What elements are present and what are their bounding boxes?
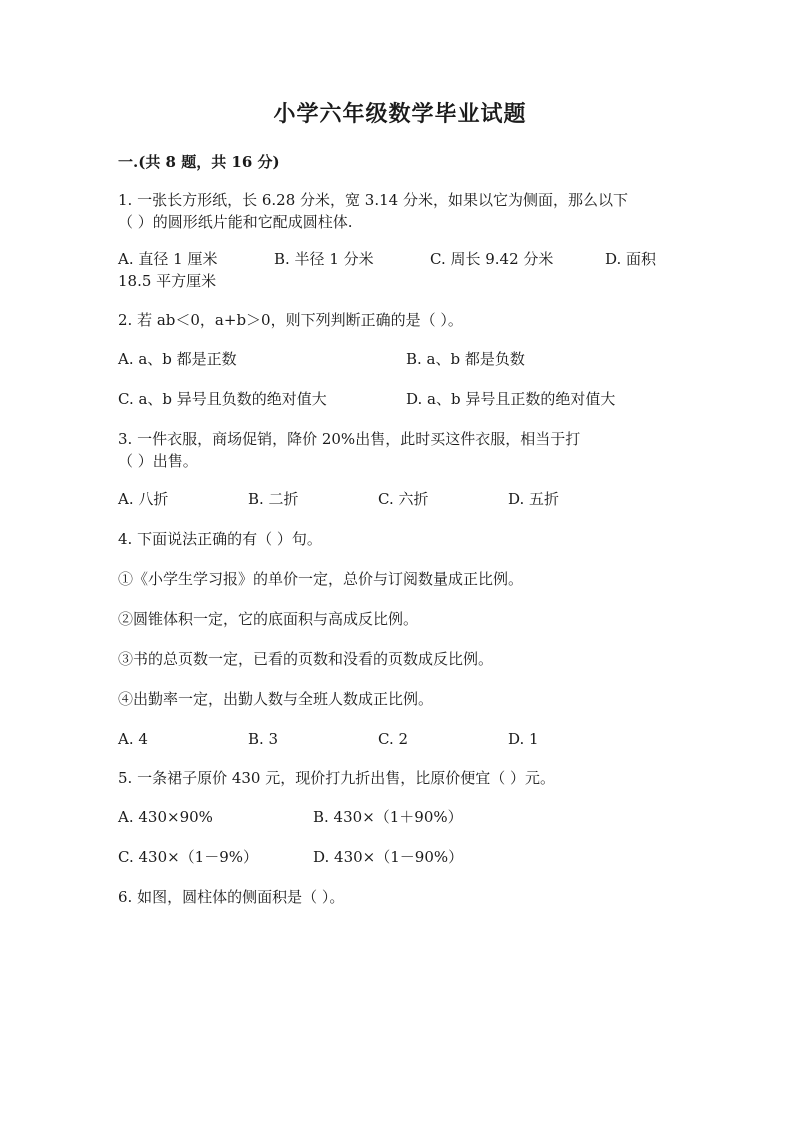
q1-option-a: A. 直径 1 厘米: [118, 250, 218, 268]
q2-stem: 2. 若 ab＜0，a+b＞0，则下列判断正确的是（ ）。: [118, 311, 463, 329]
q5-option-d: D. 430×（1－90%）: [313, 848, 464, 866]
q3-option-b: B. 二折: [248, 490, 299, 508]
q4-option-b: B. 3: [248, 730, 279, 748]
q6-stem: 6. 如图，圆柱体的侧面积是（ ）。: [118, 888, 345, 906]
q5-option-c: C. 430×（1－9%）: [118, 848, 259, 866]
section-heading: 一.(共 8 题，共 16 分): [118, 153, 280, 171]
q4-statement-3: ③书的总页数一定，已看的页数和没看的页数成反比例。: [118, 650, 494, 668]
q3-stem-line1: 3. 一件衣服，商场促销，降价 20%出售，此时买这件衣服，相当于打: [118, 430, 581, 448]
page-title: 小学六年级数学毕业试题: [273, 101, 527, 127]
q3-option-a: A. 八折: [118, 490, 169, 508]
q4-option-a: A. 4: [118, 730, 148, 748]
q3-option-c: C. 六折: [378, 490, 429, 508]
q4-statement-1: ①《小学生学习报》的单价一定，总价与订阅数量成正比例。: [118, 570, 524, 588]
q1-option-d-wrap: 18.5 平方厘米: [118, 272, 217, 290]
q3-option-d: D. 五折: [508, 490, 560, 508]
q4-option-d: D. 1: [508, 730, 539, 748]
q2-option-c: C. a、b 异号且负数的绝对值大: [118, 390, 327, 408]
q4-statement-2: ②圆锥体积一定，它的底面积与高成反比例。: [118, 610, 419, 628]
q4-stem: 4. 下面说法正确的有（ ）句。: [118, 530, 322, 548]
q2-option-a: A. a、b 都是正数: [118, 350, 237, 368]
q5-option-b: B. 430×（1＋90%）: [313, 808, 463, 826]
q1-option-c: C. 周长 9.42 分米: [430, 250, 554, 268]
q5-option-a: A. 430×90%: [118, 808, 213, 826]
q1-stem-line2: （ ）的圆形纸片能和它配成圆柱体.: [118, 213, 353, 231]
q2-option-b: B. a、b 都是负数: [406, 350, 525, 368]
q4-statement-4: ④出勤率一定，出勤人数与全班人数成正比例。: [118, 690, 434, 708]
q1-stem-line1: 1. 一张长方形纸，长 6.28 分米，宽 3.14 分米，如果以它为侧面，那么以下: [118, 191, 628, 209]
q4-option-c: C. 2: [378, 730, 409, 748]
q1-option-b: B. 半径 1 分米: [274, 250, 374, 268]
q5-stem: 5. 一条裙子原价 430 元，现价打九折出售，比原价便宜（ ）元。: [118, 769, 556, 787]
q3-stem-line2: （ ）出售。: [118, 452, 198, 470]
q2-option-d: D. a、b 异号且正数的绝对值大: [406, 390, 616, 408]
q1-option-d: D. 面积: [605, 250, 657, 268]
